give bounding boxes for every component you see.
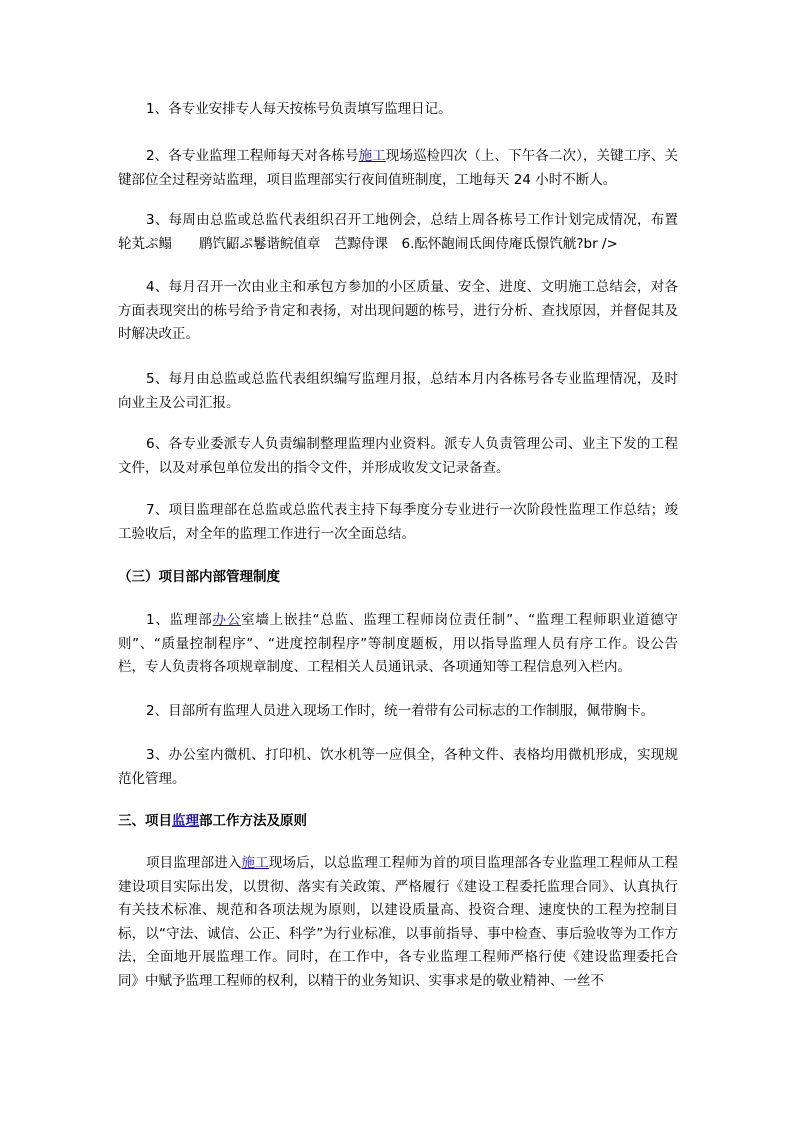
paragraph-work-method-text-a: 项目监理部进入 [146,855,242,871]
paragraph-office-1-text-b: 室墙上嵌挂“总监、监理工程师岗位责任制”、“监理工程师职业道德守则”、“质量控制程序”、“进度控制程序”等制度题板，用以指导监理人员有序工作。设公告栏，专人负责将各项规章制度、工程相关人员通讯录、各项通知等工程信息列入栏内。 [118,612,679,675]
paragraph-1-text: 1、各专业安排专人每天按栋号负责填写监理日记。 [146,101,452,117]
paragraph-2-text-a: 2、各专业监理工程师每天对各栋号 [146,148,359,164]
paragraph-3-text: 3、每周由总监或总监代表组织召开工地例会，总结上周各栋号工作计划完成情况，布置轮芄ぷ鳎 鹛饩鼦ぷ鬈谐鲩值章 芑黥侍课 6.酝怀龅闹氐闽侍庵氐憬饩觥?br /> [118,212,678,252]
paragraph-4-text: 4、每月召开一次由业主和承包方参加的小区质量、安全、进度、文明施工总结会，对各方面表现突出的栋号给予肯定和表扬，对出现问题的栋号，进行分析、查找原因，并督促其及时解决改正。 [118,279,678,342]
paragraph-5-text: 5、每月由总监或总监代表组织编写监理月报，总结本月内各栋号各专业监理情况，及时向业主及公司汇报。 [118,371,678,411]
paragraph-6-text: 6、各专业委派专人负责编制整理监理内业资料。派专人负责管理公司、业主下发的工程文件，以及对承包单位发出的指令文件，并形成收发文记录备查。 [118,436,678,476]
section-heading-work-method-b: 部工作方法及原则 [199,813,307,829]
paragraph-3 [118,209,678,256]
paragraph-1 [118,98,678,122]
paragraph-office-2 [118,700,678,724]
section-heading-3: （三）项目部内部管理制度 [118,569,280,585]
section-heading-work-method-a: 三、项目 [118,813,172,829]
paragraph-work-method-text-b: 现场后，以总监理工程师为首的项目监理部各专业监理工程师从工程建设项目实际出发，以贯彻、落实有关政策、严格履行《建设工程委托监理合同》、认真执行有关技术标准、规范和各项法规为原则，以建设质量高、投资合理、速度快的工程为控制目标，以“守法、诚信、公正、科学”为行业标准，以事前指导、事中检查、事后验收等为工作方法，全面地开展监理工作。同时，在工作中，各专业监理工程师严格行使《建设监理委托合同》中赋予监理工程师的权利，以精干的业务知识、实事求是的敬业精神、一丝不 [118,855,679,989]
paragraph-office-1-text-a: 1、监理部 [146,612,213,628]
paragraph-6 [118,433,678,480]
link-jianli[interactable]: 监理 [172,813,199,829]
paragraph-5 [118,368,678,415]
paragraph-2 [118,145,678,192]
paragraph-7 [118,499,678,546]
link-bangong[interactable]: 办公 [212,612,242,628]
paragraph-work-method [118,852,678,993]
paragraph-2-text-b: 现场巡检四次（上、下午各二次），关键工序、关键部位全过程旁站监理，项目监理部实行夜间值班制度，工地每天 24 小时不断人。 [118,148,678,188]
link-shigong-2[interactable]: 施工 [241,855,269,871]
paragraph-7-text: 7、项目监理部在总监或总监代表主持下每季度分专业进行一次阶段性监理工作总结；竣工验收后，对全年的监理工作进行一次全面总结。 [118,502,678,542]
paragraph-office-2-text: 2、目部所有监理人员进入现场工作时，统一着带有公司标志的工作制服，佩带胸卡。 [146,703,655,719]
paragraph-office-3 [118,744,678,791]
paragraph-office-1 [118,609,678,680]
section-heading-work-method [118,810,307,834]
paragraph-office-3-text: 3、办公室内微机、打印机、饮水机等一应俱全，各种文件、表格均用微机形成，实现规范化管理。 [118,747,678,787]
paragraph-4 [118,276,678,347]
link-shigong-1[interactable]: 施工 [358,148,386,164]
